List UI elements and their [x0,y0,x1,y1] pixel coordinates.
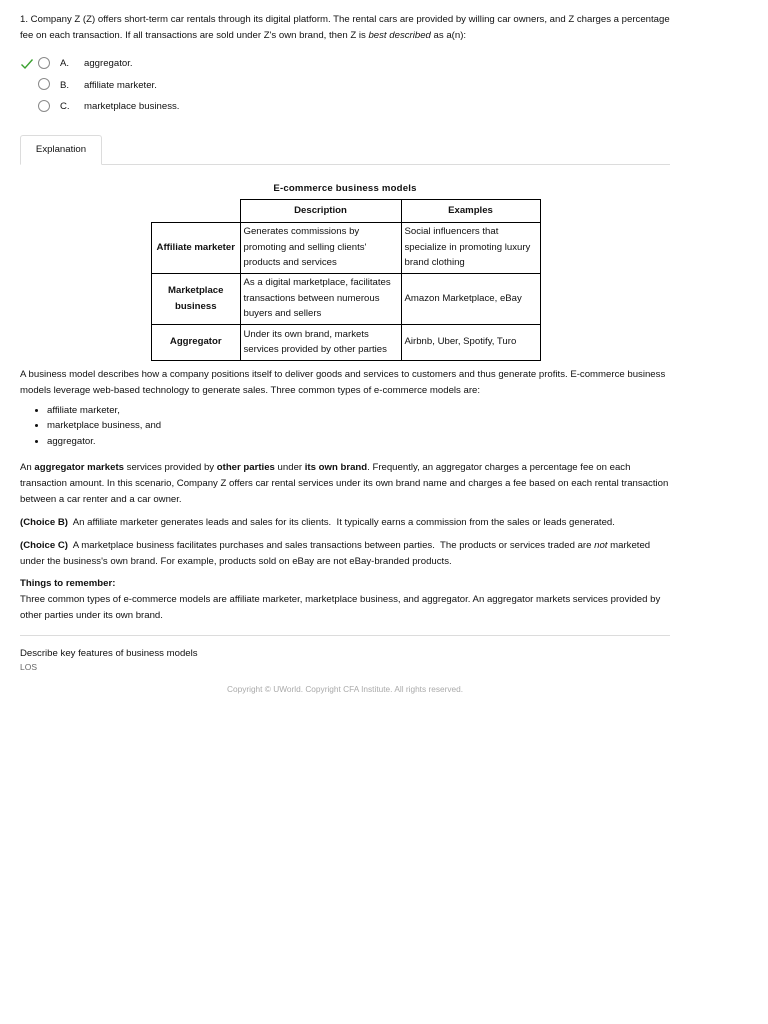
divider [20,635,670,636]
text-run: . Frequently, an aggregator charges a percentage fee on each transaction amount. In this scenario, Company Z offers car rental services under its own brand name and charges a fee based on each rental transaction between a car renter and a car owner. [20,462,669,505]
list-item: • marketplace business, and [47,418,670,434]
copyright-notice: Copyright © UWorld. Copyright CFA Institute. All rights reserved. [226,684,464,694]
choice-c-radio[interactable] [38,100,50,112]
choice-b-letter: B. [60,79,70,91]
choice-b-explanation [20,515,670,531]
text-run: marketed under the business's own brand. For example, products sold on eBay are not eBay-branded products. [20,540,651,567]
table-header-row [152,199,541,222]
remember-title: Things to remember: [20,578,116,589]
text-run: under [274,462,305,473]
correct-check-icon [20,57,34,71]
emphasis-run: not [594,540,608,551]
choice-a[interactable] [20,54,670,76]
row-name: Aggregator [152,324,241,360]
table-title: E-commerce business models [273,182,417,194]
row-name: Affiliate marketer [152,222,241,273]
text-run: An affiliate marketer generates leads and sales for its clients. It typically earns a commission from the sales or leads generated. [67,517,615,528]
row-examples: Amazon Marketplace, eBay [401,273,540,324]
business-models-table [151,199,541,361]
bold-run: its own brand [304,462,368,473]
choice-c-explanation [20,538,670,570]
choice-a-letter: A. [60,58,70,69]
bold-run: other parties [216,462,275,473]
text-run: An [20,462,35,473]
table-row [152,324,541,360]
remember-text: Three common types of e-commerce models are affiliate marketer, marketplace business, and aggregator. An aggregator markets services provided by other parties under its own brand. [20,594,661,621]
choice-label: (Choice C) [20,540,68,551]
row-description: Generates commissions by promoting and selling clients' products and services [240,222,401,273]
choice-label: (Choice B) [20,517,68,528]
choice-c[interactable] [20,97,670,119]
question-number: 1. [20,14,29,25]
choice-c-text: marketplace business. [84,101,180,112]
topic-title: Describe key features of business models [20,648,198,659]
question-page [20,12,670,694]
los-label: LOS [20,662,38,672]
text-run: services provided by [123,462,217,473]
row-description: Under its own brand, markets services provided by other parties [240,324,401,360]
header-examples: Examples [401,199,540,222]
table-corner [152,199,241,222]
tab-bar [20,136,670,165]
choice-c-letter: C. [60,101,70,112]
header-description: Description [240,199,401,222]
list-item: • aggregator. [47,434,670,450]
choice-a-radio[interactable] [38,57,50,69]
table-row [152,273,541,324]
row-examples: Airbnb, Uber, Spotify, Turo [401,324,540,360]
models-list [20,403,670,450]
things-to-remember [20,576,670,624]
text-run: A marketplace business facilitates purchases and sales transactions between parties. The products or services traded are [67,540,595,551]
row-name: Marketplace business [152,273,241,324]
answer-choices [20,54,670,119]
question-stem-2: as a(n): [430,30,467,41]
choice-b-text: affiliate marketer. [84,79,157,91]
explanation-intro: A business model describes how a company positions itself to deliver goods and services to customers and thus generate profits. E-commerce business models leverage web-based technology to generate sales. Three common types of e-commerce models are: [20,368,666,396]
choice-b-radio[interactable] [38,78,50,90]
question-stem-emphasis: best described [368,30,431,41]
row-examples: Social influencers that specialize in promoting luxury brand clothing [401,222,540,273]
tab-explanation[interactable]: Explanation [20,135,102,165]
question-text [20,12,670,44]
table-row [152,222,541,273]
aggregator-paragraph [20,460,670,508]
list-item: • affiliate marketer, [47,403,670,419]
choice-b[interactable] [20,76,670,98]
row-description: As a digital marketplace, facilitates transactions between numerous buyers and sellers [240,273,401,324]
choice-a-text: aggregator. [84,58,133,69]
question-stem-1: Company Z (Z) offers short-term car rentals through its digital platform. The rental cars are provided by willing car owners, and Z charges a percentage fee on each transaction. If all transactions are sold under Z's own brand, then Z is [20,14,670,41]
bold-run: aggregator markets [34,462,124,473]
